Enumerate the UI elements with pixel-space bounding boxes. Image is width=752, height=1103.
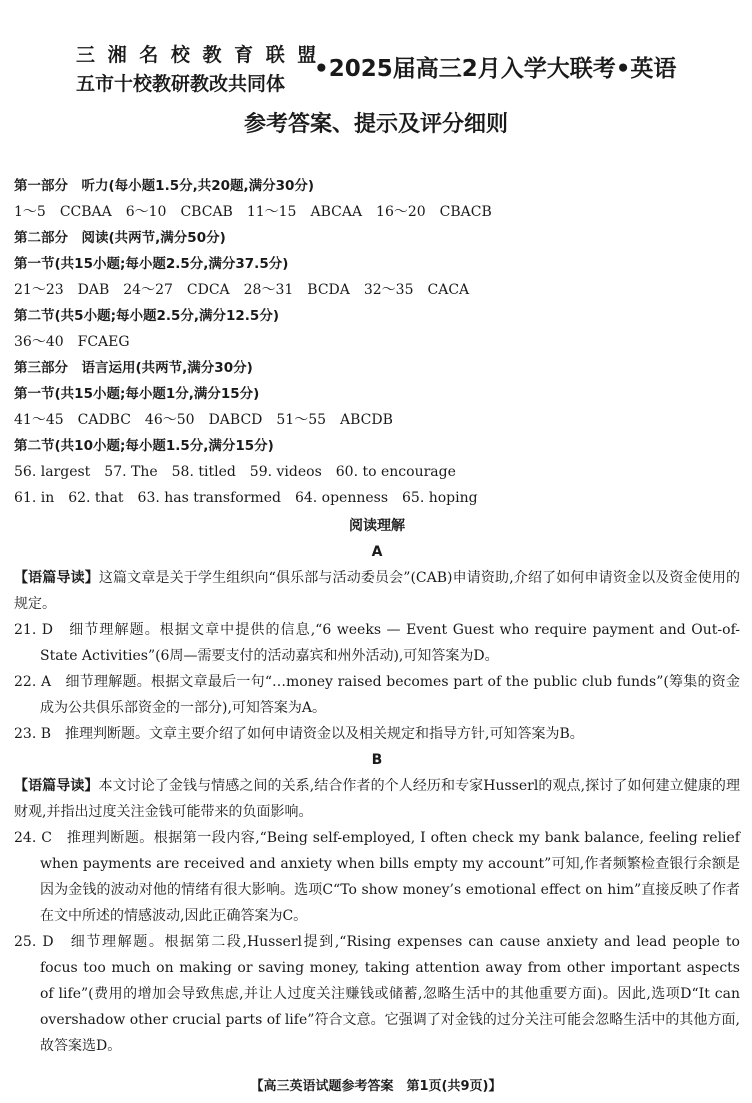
answer-explanation: 24. C 推理判断题。根据第一段内容,“Being self-employed, I often check my bank balance, feeling relief when payments are received and anxiety when bills empty my account”可知,作者频繁检查银行余额是因为金钱的波动对他的情绪有很大影响。选项C“To show money’s emotional effect on him”直接反映了作者在文中所述的情感波动,因此正确答案为C。: [14, 830, 740, 924]
guide-text: 这篇文章是关于学生组织向“俱乐部与活动委员会”(CAB)申请资助,介绍了如何申请资金以及资金使用的规定。: [14, 570, 741, 612]
passage-letter: A: [371, 544, 383, 560]
answer-line: 56. largest 57. The 58. titled 59. videos 60. to encourage: [14, 464, 456, 480]
answer-line: 21～23 DAB 24～27 CDCA 28～31 BCDA 32～35 CACA: [14, 282, 470, 298]
passage-guide: [14, 565, 740, 617]
page-footer: 【高三英语试题参考答案 第1页(共9页)】: [250, 1079, 502, 1094]
exam-title: •2025届高三2月入学大联考•英语: [314, 56, 677, 82]
answer-line: 第二节(共5小题;每小题2.5分,满分12.5分): [14, 308, 279, 324]
passage-letter: B: [371, 752, 383, 768]
guide-tag: 【语篇导读】: [14, 570, 99, 586]
answer-line: 61. in 62. that 63. has transformed 64. openness 65. hoping: [14, 490, 478, 506]
answer-line: 41～45 CADBC 46～50 DABCD 51～55 ABCDB: [14, 412, 393, 428]
guide-tag: 【语篇导读】: [14, 778, 99, 794]
document-subtitle: 参考答案、提示及评分细则: [243, 112, 508, 137]
answer-explanation: 22. A 细节理解题。根据文章最后一句“…money raised becomes part of the public club funds”(筹集的资金成为公共俱乐部资金的一部分),可知答案为A。: [14, 674, 740, 716]
answer-line: 第三部分 语言运用(共两节,满分30分): [14, 360, 253, 376]
page-header: [0, 0, 752, 150]
answer-line: 36～40 FCAEG: [14, 334, 130, 350]
passage-guide: [14, 773, 740, 825]
reading-heading: 阅读理解: [349, 518, 405, 534]
org-name-line2: 五市十校教研教改共同体: [76, 73, 286, 95]
guide-text: 本文讨论了金钱与情感之间的关系,结合作者的个人经历和专家Husserl的观点,探讨了如何建立健康的理财观,并指出过度关注金钱可能带来的负面影响。: [14, 778, 740, 820]
answer-key: [14, 173, 740, 511]
answer-line: 第一节(共15小题;每小题1分,满分15分): [14, 386, 260, 402]
org-name-line1: 三 湘 名 校 教 育 联 盟: [76, 44, 320, 66]
answer-line: 第二节(共10小题;每小题1.5分,满分15分): [14, 438, 274, 454]
answer-explanation: 25. D 细节理解题。根据第二段,Husserl提到,“Rising expenses can cause anxiety and lead people to focus too much on making or saving money, taking attention away from other important aspects of life”(费用的增加会导致焦虑,并让人过度关注赚钱或储蓄,忽略生活中的其他重要方面)。因此,选项D“It can overshadow other crucial parts of life”符合文意。它强调了对金钱的过分关注可能会忽略生活中的其他方面,故答案选D。: [14, 934, 740, 1054]
answer-line: 1～5 CCBAA 6～10 CBCAB 11～15 ABCAA 16～20 CBACB: [14, 204, 492, 220]
answer-line: 第二部分 阅读(共两节,满分50分): [14, 230, 226, 246]
answer-line: 第一部分 听力(每小题1.5分,共20题,满分30分): [14, 178, 315, 194]
answer-explanation: 23. B 推理判断题。文章主要介绍了如何申请资金以及相关规定和指导方针,可知答案为B。: [14, 726, 584, 742]
answer-line: 第一节(共15小题;每小题2.5分,满分37.5分): [14, 256, 289, 272]
reading-section: [14, 513, 740, 1059]
answer-explanation: 21. D 细节理解题。根据文章中提供的信息,“6 weeks — Event Guest who require payment and Out-of-State Activities”(6周—需要支付的活动嘉宾和州外活动),可知答案为D。: [14, 622, 740, 664]
